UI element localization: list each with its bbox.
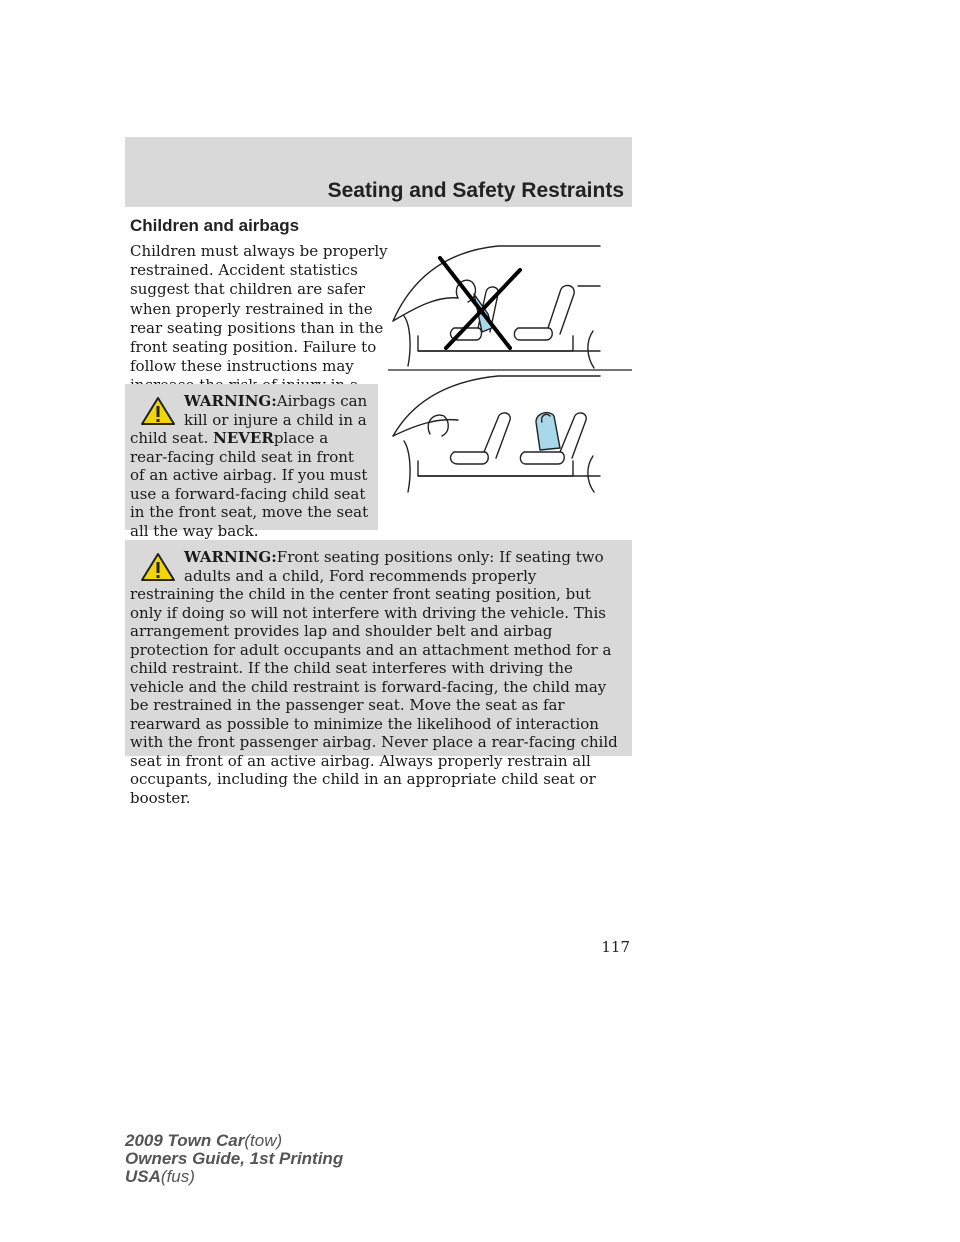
footer-model-code: (tow): [244, 1131, 283, 1150]
warning-2-text: [130, 548, 624, 807]
child-seat-illustration: [388, 236, 632, 500]
bottom-car-floor: [418, 461, 573, 476]
warning-1-label: WARNING:: [184, 392, 277, 410]
warning-1-text-part1: Airbags can kill or injure a child in a child seat.: [130, 392, 368, 447]
warning-triangle-icon: [140, 552, 176, 582]
warning-triangle-icon: [140, 396, 176, 426]
warning-box-1: [125, 384, 378, 540]
warning-2-body: Front seating positions only: If seating two adults and a child, Ford recommends properly restraining the child in the center front seating position, but only if doing so will not interfere with driving the vehicle. This arrangement provides lap and shoulder belt and airbag protection for adult occupants and an attachment method for a child restraint. If the child seat interferes with driving the vehicle and the child restraint is forward-facing, the child may be restrained in the passenger seat. Move the seat as far rearward as possible to minimize the likelihood of interaction with the front passenger airbag. Never place a rear-facing child seat in front of an active airbag. Always properly restrain all occupants, including the child in an appropriate child seat or booster.: [130, 548, 618, 807]
warning-1-never: NEVER: [213, 429, 274, 447]
section-heading: Children and airbags: [130, 216, 300, 235]
warning-1-text: [130, 392, 370, 540]
footer-model: 2009 Town Car: [125, 1131, 245, 1150]
warning-2-label: WARNING:: [184, 548, 277, 566]
footer-market-code: (fus): [160, 1167, 195, 1186]
header-band: [125, 137, 632, 207]
footer-market: USA: [125, 1167, 161, 1186]
page-header-title: Seating and Safety Restraints: [327, 179, 624, 202]
bottom-car-roof: [393, 376, 600, 436]
intro-paragraph: Children must always be properly restrained. Accident statistics suggest that children are safer when properly restrained in the rear seating positions than in the front seating position. Failure to follow these instructions may: [130, 242, 388, 376]
footer: [125, 1132, 343, 1186]
warning-1-text-part2: place a rear-facing child seat in front of an active airbag. If you must use a forward-facing child seat in the front seat, move the seat all the way back.: [130, 429, 369, 540]
footer-printing: Owners Guide, 1st Printing: [125, 1149, 344, 1168]
page-number: 117: [601, 938, 630, 956]
warning-box-2: [125, 540, 632, 807]
